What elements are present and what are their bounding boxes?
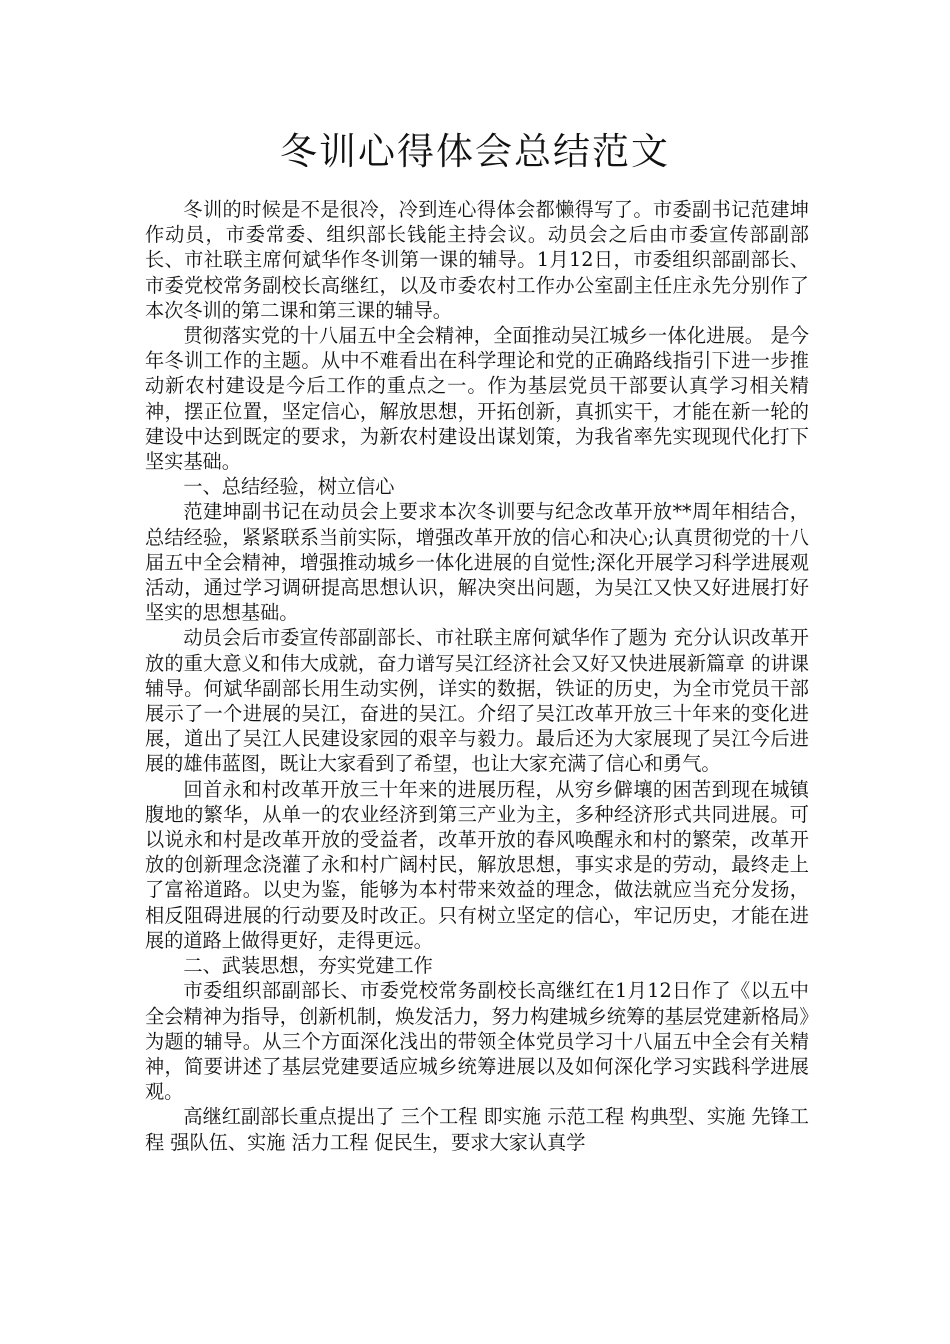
document-body xyxy=(145,197,809,1155)
paragraph-intro: 冬训的时候是不是很冷，冷到连心得体会都懒得写了。市委副书记范建坤作动员，市委常委、组织部长钱能主持会议。动员会之后由市委宣传部副部长、市社联主席何斌华作冬训第一课的辅导。1月12日，市委组织部副部长、市委党校常务副校长高继红，以及市委农村工作办公室副主任庄永先分别作了本次冬训的第二课和第三课的辅导。 xyxy=(145,198,809,322)
paragraph-theme: 贯彻落实党的十八届五中全会精神，全面推动吴江城乡一体化进展。 是今年冬训工作的主题。从中不难看出在科学理论和党的正确路线指引下进一步推动新农村建设是今后工作的重点之一。作为基层党员干部要认真学习相关精神，摆正位置，坚定信心，解放思想，开拓创新，真抓实干，才能在新一轮的建设中达到既定的要求，为新农村建设出谋划策，为我省率先实现现代化打下坚实基础。 xyxy=(145,324,809,474)
paragraph-mobilization: 范建坤副书记在动员会上要求本次冬训要与纪念改革开放**周年相结合，总结经验，紧紧联系当前实际，增强改革开放的信心和决心;认真贯彻党的十八届五中全会精神，增强推动城乡一体化进展的自觉性;深化开展学习科学进展观活动，通过学习调研提高思想认识，解决突出问题，为吴江又快又好进展打好坚实的思想基础。 xyxy=(145,500,809,625)
section-heading-1: 一、总结经验，树立信心 xyxy=(183,475,395,499)
paragraph-three-projects: 高继红副部长重点提出了 三个工程 即实施 示范工程 构典型、实施 先锋工程 强队伍、实施 活力工程 促民生，要求大家认真学 xyxy=(145,1105,809,1154)
page-title: 冬训心得体会总结范文 xyxy=(280,130,670,173)
paragraph-lecture: 动员会后市委宣传部副部长、市社联主席何斌华作了题为 充分认识改革开放的重大意义和伟大成就，奋力谱写吴江经济社会又好又快进展新篇章 的讲课辅导。何斌华副部长用生动实例，详实的数据，铁证的历史，为全市党员干部展示了一个进展的吴江，奋进的吴江。介绍了吴江改革开放三十年来的变化进展，道出了吴江人民建设家园的艰辛与毅力。最后还为大家展现了吴江今后进展的雄伟蓝图，既让大家看到了希望，也让大家充满了信心和勇气。 xyxy=(145,626,809,776)
paragraph-village-history: 回首永和村改革开放三十年来的进展历程，从穷乡僻壤的困苦到现在城镇腹地的繁华，从单一的农业经济到第三产业为主，多种经济形式共同进展。可以说永和村是改革开放的受益者，改革开放的春风唤醒永和村的繁荣，改革开放的创新理念浇灌了永和村广阔村民，解放思想，事实求是的劳动，最终走上了富裕道路。以史为鉴，能够为本村带来效益的理念，做法就应当充分发扬，相反阻碍进展的行动要及时改正。只有树立坚定的信心，牢记历史，才能在进展的道路上做得更好，走得更远。 xyxy=(145,777,809,952)
section-heading-2: 二、武装思想，夯实党建工作 xyxy=(183,954,433,978)
paragraph-party-building: 市委组织部副部长、市委党校常务副校长高继红在1月12日作了《以五中全会精神为指导，创新机制，焕发活力，努力构建城乡统筹的基层党建新格局》为题的辅导。从三个方面深化浅出的带领全体党员学习十八届五中全会有关精神，简要讲述了基层党建要适应城乡统筹进展以及如何深化学习实践科学进展观。 xyxy=(145,979,809,1104)
